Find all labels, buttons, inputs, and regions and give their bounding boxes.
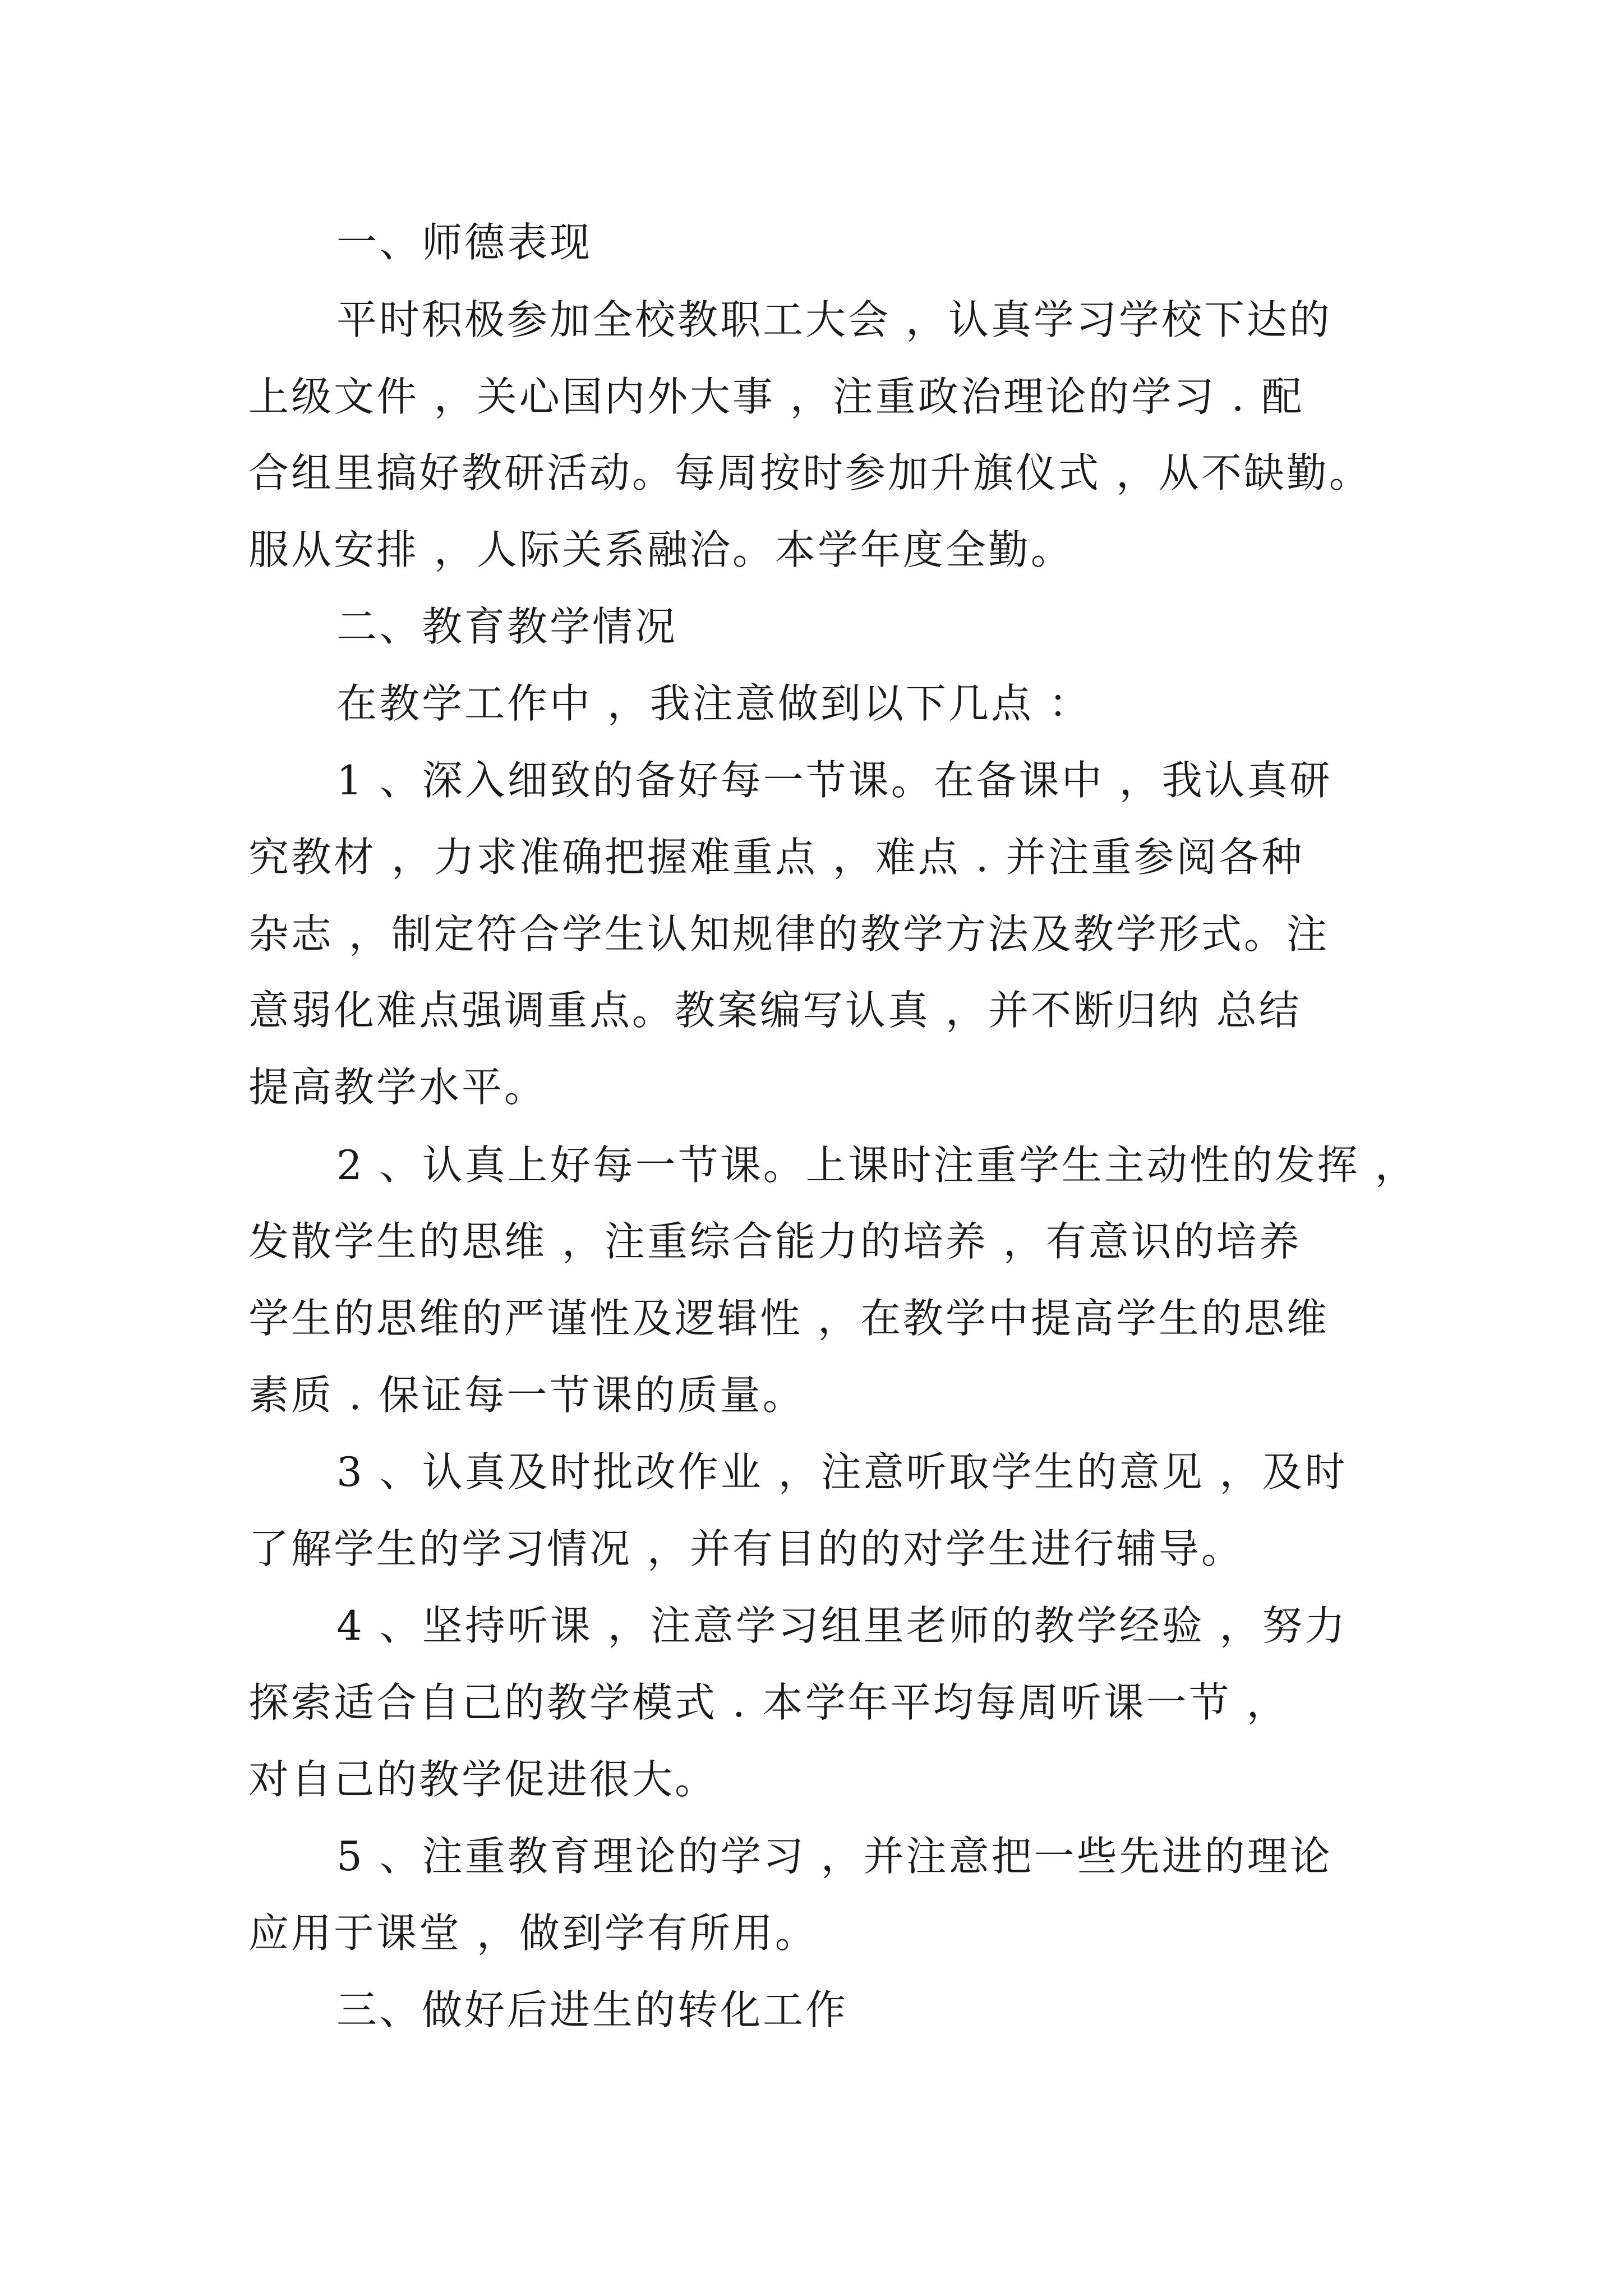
paragraph-line: 合组里搞好教研活动。每周按时参加升旗仪式 ，从不缺勤。 [248, 449, 1372, 496]
paragraph-line: 究教材 ，力求准确把握难重点 ，难点 . 并注重参阅各种 [248, 834, 1304, 881]
paragraph-line: 平时积极参加全校教职工大会 ，认真学习学校下达的 [336, 296, 1332, 343]
paragraph-line: 对自己的教学促进很大。 [248, 1756, 718, 1803]
paragraph-line: 3 、认真及时批改作业 ，注意听取学生的意见 ，及时 [336, 1448, 1348, 1496]
paragraph-line: 发散学生的思维 ，注重综合能力的培养 ，有意识的培养 [248, 1218, 1302, 1265]
section-heading-2: 二、教育教学情况 [336, 603, 678, 650]
paragraph-line: 应用于课堂 ，做到学有所用。 [248, 1910, 818, 1957]
paragraph-line: 4 、坚持听课 ，注意学习组里老师的教学经验 ，努力 [336, 1602, 1348, 1649]
paragraph-line: 学生的思维的严谨性及逻辑性 ，在教学中提高学生的思维 [248, 1295, 1329, 1342]
paragraph-line: 5 、注重教育理论的学习 ，并注意把一些先进的理论 [336, 1833, 1332, 1880]
section-heading-3: 三、做好后进生的转化工作 [336, 1986, 849, 2033]
paragraph-line: 探索适合自己的教学模式 . 本学年平均每周听课一节 ， [248, 1679, 1289, 1726]
paragraph-line: 2 、认真上好每一节课。上课时注重学生主动性的发挥 ， [336, 1142, 1418, 1189]
paragraph-line: 杂志 ，制定符合学生认知规律的教学方法及教学形式。注 [248, 910, 1329, 958]
paragraph-line: 在教学工作中 ，我注意做到以下几点 ： [336, 680, 1091, 727]
paragraph-line: 提高教学水平。 [248, 1064, 547, 1111]
paragraph-line: 1 、深入细致的备好每一节课。在备课中 ，我认真研 [336, 757, 1332, 804]
paragraph-line: 了解学生的学习情况 ，并有目的的对学生进行辅导。 [248, 1525, 1244, 1572]
paragraph-line: 素质 . 保证每一节课的质量。 [248, 1372, 805, 1419]
section-heading-1: 一、师德表现 [336, 219, 593, 266]
paragraph-line: 上级文件 ，关心国内外大事 ，注重政治理论的学习 . 配 [248, 373, 1304, 420]
paragraph-line: 服从安排 ，人际关系融洽。本学年度全勤。 [248, 526, 1073, 573]
paragraph-line: 意弱化难点强调重点。教案编写认真 ，并不断归纳 总结 [248, 987, 1302, 1034]
